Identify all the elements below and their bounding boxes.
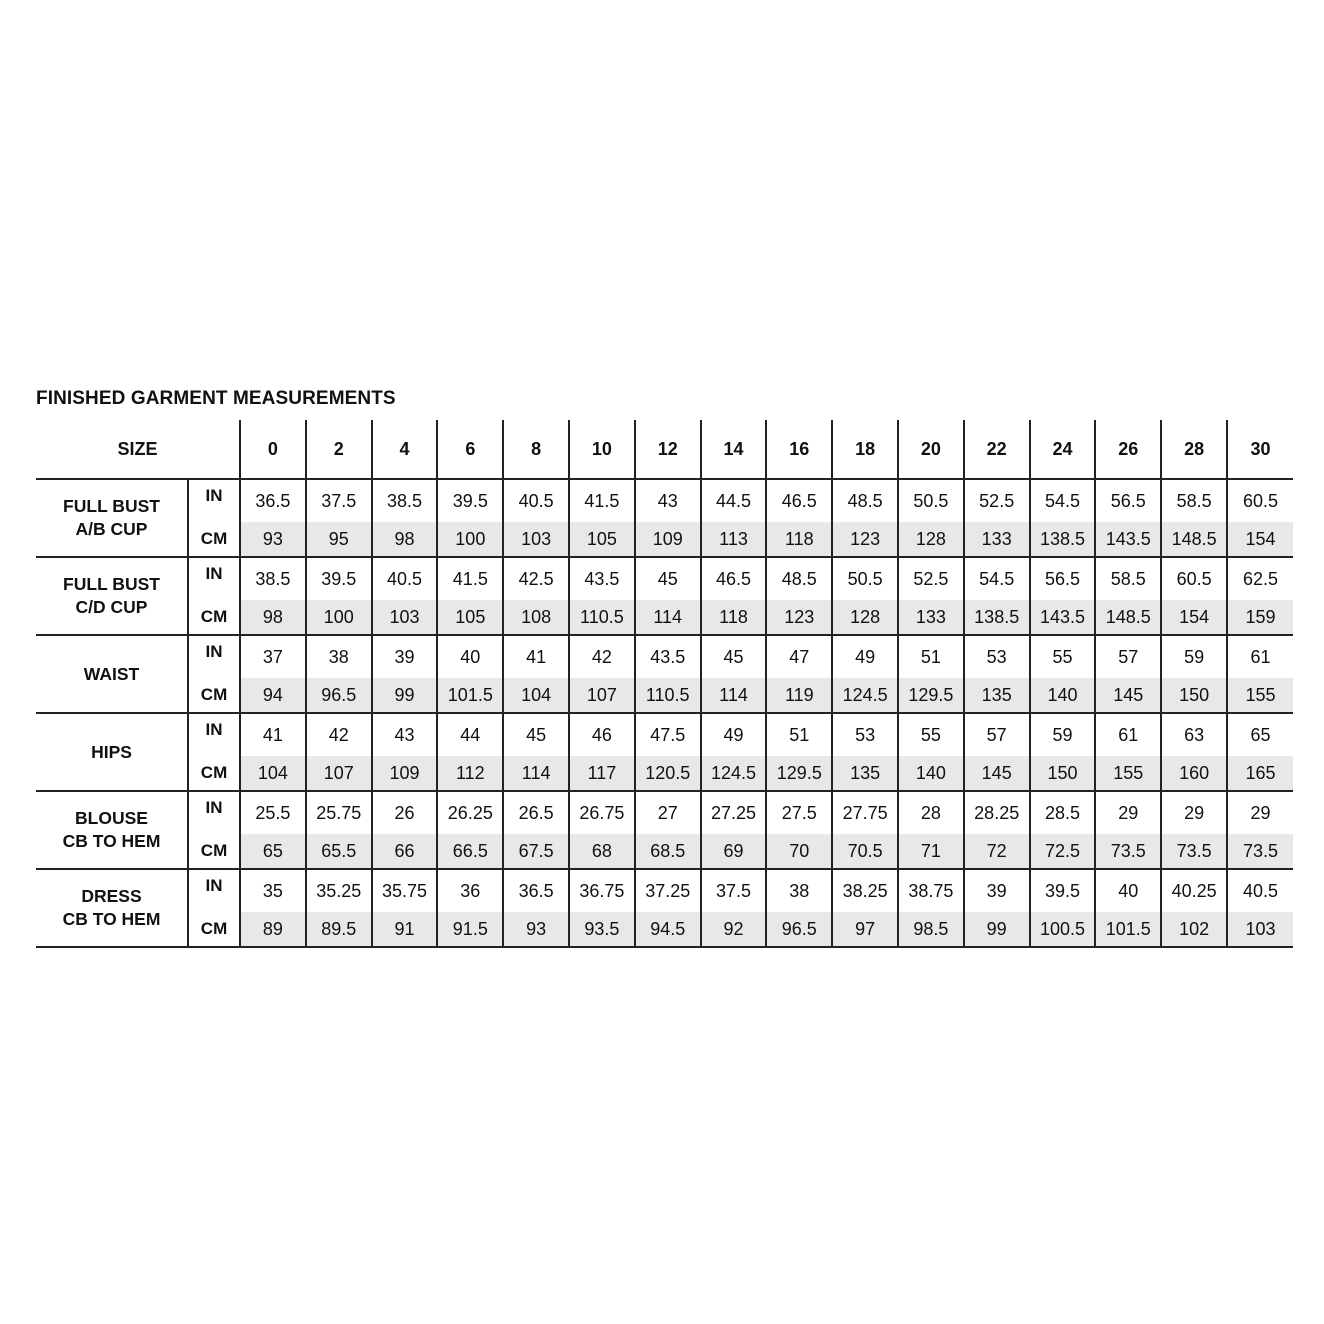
- value-cell-in: 26.5: [503, 791, 569, 834]
- value-cell-in: 49: [832, 635, 898, 678]
- value-cell-in: 43.5: [635, 635, 701, 678]
- value-cell-cm: 128: [832, 600, 898, 635]
- value-cell-in: 39: [372, 635, 438, 678]
- value-cell-cm: 159: [1227, 600, 1293, 635]
- unit-cm-label: CM: [188, 600, 240, 635]
- measurement-row-in: [36, 479, 1293, 522]
- value-cell-in: 36.5: [503, 869, 569, 912]
- value-cell-in: 40: [1095, 869, 1161, 912]
- size-header-cell: 4: [372, 420, 438, 479]
- value-cell-cm: 124.5: [832, 678, 898, 713]
- value-cell-cm: 101.5: [437, 678, 503, 713]
- value-cell-in: 42.5: [503, 557, 569, 600]
- value-cell-cm: 113: [701, 522, 767, 557]
- unit-cm-label: CM: [188, 834, 240, 869]
- value-cell-cm: 109: [635, 522, 701, 557]
- value-cell-in: 28.5: [1030, 791, 1096, 834]
- value-cell-cm: 72.5: [1030, 834, 1096, 869]
- value-cell-in: 36.75: [569, 869, 635, 912]
- measurement-label: [36, 479, 188, 557]
- value-cell-cm: 143.5: [1030, 600, 1096, 635]
- unit-in-label: IN: [188, 713, 240, 756]
- value-cell-cm: 98: [240, 600, 306, 635]
- header-row: [36, 420, 1293, 479]
- value-cell-cm: 133: [964, 522, 1030, 557]
- value-cell-cm: 145: [964, 756, 1030, 791]
- value-cell-cm: 140: [898, 756, 964, 791]
- value-cell-in: 41.5: [437, 557, 503, 600]
- value-cell-cm: 65: [240, 834, 306, 869]
- value-cell-cm: 89: [240, 912, 306, 947]
- value-cell-in: 38.25: [832, 869, 898, 912]
- size-header-cell: 18: [832, 420, 898, 479]
- measurement-label: [36, 791, 188, 869]
- value-cell-in: 25.75: [306, 791, 372, 834]
- size-header-cell: 6: [437, 420, 503, 479]
- size-header-cell: 10: [569, 420, 635, 479]
- value-cell-in: 36: [437, 869, 503, 912]
- value-cell-in: 35: [240, 869, 306, 912]
- value-cell-cm: 100.5: [1030, 912, 1096, 947]
- measurement-label-line1: FULL BUST: [63, 574, 160, 594]
- unit-in-label: IN: [188, 557, 240, 600]
- value-cell-cm: 103: [1227, 912, 1293, 947]
- measurement-row-cm: [36, 834, 1293, 869]
- value-cell-in: 29: [1250, 802, 1271, 823]
- unit-cm-label: CM: [188, 522, 240, 557]
- value-cell-cm: 66: [372, 834, 438, 869]
- value-cell-in: 29: [1161, 791, 1227, 834]
- value-cell-in: 39.5: [437, 479, 503, 522]
- value-cell-cm: 105: [437, 600, 503, 635]
- value-cell-cm: 73.5: [1095, 834, 1161, 869]
- value-cell-in: 44.5: [701, 479, 767, 522]
- value-cell-in: 40: [437, 635, 503, 678]
- value-cell-in: 44: [437, 713, 503, 756]
- value-cell-in: 43: [372, 713, 438, 756]
- value-cell-cm: 68.5: [635, 834, 701, 869]
- value-cell-cm: 103: [503, 522, 569, 557]
- measurement-label-line2: C/D CUP: [75, 597, 148, 617]
- measurement-row-cm: [36, 912, 1293, 947]
- value-cell-cm: 101.5: [1095, 912, 1161, 947]
- value-cell-cm: 66.5: [437, 834, 503, 869]
- measurement-label-line1: HIPS: [91, 741, 132, 762]
- value-cell-in: 38.5: [240, 557, 306, 600]
- value-cell-cm: 138.5: [964, 600, 1030, 635]
- value-cell-cm: 108: [503, 600, 569, 635]
- unit-in-label: IN: [188, 791, 240, 834]
- value-cell-cm: 160: [1161, 756, 1227, 791]
- value-cell-in: 28.25: [964, 791, 1030, 834]
- value-cell-in: 45: [503, 713, 569, 756]
- measurement-label-line2: A/B CUP: [75, 519, 148, 539]
- measurement-label: [36, 557, 188, 635]
- measurement-row-in: [36, 713, 1293, 756]
- value-cell-cm: 92: [701, 912, 767, 947]
- value-cell-cm: 143.5: [1095, 522, 1161, 557]
- value-cell-in: 58.5: [1095, 557, 1161, 600]
- measurement-row-in: [36, 635, 1293, 678]
- value-cell-in: 48.5: [832, 479, 898, 522]
- value-cell-in: 55: [898, 713, 964, 756]
- value-cell-in: 27.75: [832, 791, 898, 834]
- unit-cm-label: CM: [188, 678, 240, 713]
- measurement-label-line2: CB TO HEM: [62, 909, 161, 929]
- value-cell-cm: 109: [372, 756, 438, 791]
- value-cell-in: 25.5: [240, 791, 306, 834]
- value-cell-in: 46: [569, 713, 635, 756]
- value-cell-cm: 95: [306, 522, 372, 557]
- value-cell-in: 60.5: [1161, 557, 1227, 600]
- value-cell-in: 35.75: [372, 869, 438, 912]
- value-cell-cm: 123: [832, 522, 898, 557]
- value-cell-cm: 154: [1161, 600, 1227, 635]
- value-cell-cm: 97: [832, 912, 898, 947]
- value-cell-in: 27.25: [701, 791, 767, 834]
- value-cell-cm: 70.5: [832, 834, 898, 869]
- value-cell-cm: 100: [437, 522, 503, 557]
- measurement-label: [36, 713, 188, 791]
- measurement-label-line1: FULL BUST: [63, 496, 160, 516]
- value-cell-cm: 104: [240, 756, 306, 791]
- value-cell-cm: 112: [437, 756, 503, 791]
- unit-in-label: IN: [188, 635, 240, 678]
- value-cell-cm: 129.5: [898, 678, 964, 713]
- value-cell-in: 47.5: [635, 713, 701, 756]
- chart-title: FINISHED GARMENT MEASUREMENTS: [36, 388, 396, 409]
- measurement-row-cm: [36, 600, 1293, 635]
- value-cell-in: 39.5: [306, 557, 372, 600]
- value-cell-cm: 73.5: [1227, 834, 1293, 869]
- value-cell-cm: 71: [898, 834, 964, 869]
- value-cell-cm: 165: [1227, 756, 1293, 791]
- value-cell-in: 54.5: [964, 557, 1030, 600]
- value-cell-cm: 135: [832, 756, 898, 791]
- value-cell-in: 61: [1095, 713, 1161, 756]
- value-cell-in: 57: [1095, 635, 1161, 678]
- value-cell-cm: 114: [635, 600, 701, 635]
- measurement-label: [36, 869, 188, 947]
- unit-cm-label: CM: [188, 912, 240, 947]
- size-header-cell: 14: [701, 420, 767, 479]
- value-cell-cm: 94: [240, 678, 306, 713]
- value-cell-cm: 67.5: [503, 834, 569, 869]
- value-cell-cm: 110.5: [569, 600, 635, 635]
- value-cell-in: 27: [635, 791, 701, 834]
- value-cell-cm: 94.5: [635, 912, 701, 947]
- value-cell-cm: 89.5: [306, 912, 372, 947]
- value-cell-cm: 69: [701, 834, 767, 869]
- value-cell-in: 49: [701, 713, 767, 756]
- value-cell-cm: 91: [372, 912, 438, 947]
- size-header-cell: 16: [766, 420, 832, 479]
- value-cell-cm: 107: [569, 678, 635, 713]
- value-cell-cm: 96.5: [766, 912, 832, 947]
- value-cell-in: 59: [1030, 713, 1096, 756]
- unit-in-label: IN: [188, 479, 240, 522]
- value-cell-in: 46.5: [766, 479, 832, 522]
- value-cell-cm: 124.5: [701, 756, 767, 791]
- value-cell-in: 38.5: [372, 479, 438, 522]
- value-cell-in: 56.5: [1095, 479, 1161, 522]
- value-cell-in: 38.75: [898, 869, 964, 912]
- unit-in-label: IN: [188, 869, 240, 912]
- value-cell-in: 52.5: [964, 479, 1030, 522]
- measurement-label-line1: WAIST: [83, 663, 140, 684]
- size-header-cell: 30: [1227, 420, 1293, 479]
- value-cell-in: 59: [1161, 635, 1227, 678]
- value-cell-cm: 114: [503, 756, 569, 791]
- measurement-row-cm: [36, 678, 1293, 713]
- value-cell-cm: 154: [1227, 522, 1293, 557]
- measurement-row-in: [36, 869, 1293, 912]
- value-cell-cm: 118: [701, 600, 767, 635]
- value-cell-in: 41: [240, 713, 306, 756]
- value-cell-cm: 96.5: [306, 678, 372, 713]
- value-cell-in: 40.5: [1242, 880, 1279, 901]
- size-header-cell: 0: [240, 420, 306, 479]
- value-cell-cm: 117: [569, 756, 635, 791]
- value-cell-cm: 110.5: [635, 678, 701, 713]
- value-cell-in: 62.5: [1242, 568, 1279, 589]
- measurement-label-line1: DRESS: [81, 886, 142, 906]
- value-cell-in: 51: [898, 635, 964, 678]
- value-cell-cm: 65.5: [306, 834, 372, 869]
- value-cell-cm: 93: [240, 522, 306, 557]
- value-cell-in: 42: [569, 635, 635, 678]
- value-cell-in: 61: [1250, 646, 1271, 667]
- value-cell-cm: 148.5: [1095, 600, 1161, 635]
- size-header-cell: 20: [898, 420, 964, 479]
- value-cell-in: 36.5: [240, 479, 306, 522]
- measurement-row-in: [36, 791, 1293, 834]
- value-cell-in: 53: [964, 635, 1030, 678]
- value-cell-in: 26.75: [569, 791, 635, 834]
- value-cell-in: 28: [898, 791, 964, 834]
- value-cell-cm: 123: [766, 600, 832, 635]
- value-cell-cm: 119: [766, 678, 832, 713]
- value-cell-cm: 102: [1161, 912, 1227, 947]
- value-cell-cm: 99: [372, 678, 438, 713]
- value-cell-in: 40.5: [372, 557, 438, 600]
- value-cell-in: 63: [1161, 713, 1227, 756]
- value-cell-cm: 103: [372, 600, 438, 635]
- value-cell-in: 47: [766, 635, 832, 678]
- value-cell-cm: 99: [964, 912, 1030, 947]
- value-cell-in: 35.25: [306, 869, 372, 912]
- value-cell-cm: 145: [1095, 678, 1161, 713]
- value-cell-in: 55: [1030, 635, 1096, 678]
- value-cell-in: 52.5: [898, 557, 964, 600]
- value-cell-cm: 93: [503, 912, 569, 947]
- value-cell-in: 57: [964, 713, 1030, 756]
- value-cell-in: 37.5: [701, 869, 767, 912]
- size-header-cell: 12: [635, 420, 701, 479]
- value-cell-in: 42: [306, 713, 372, 756]
- value-cell-in: 37.25: [635, 869, 701, 912]
- value-cell-cm: 150: [1161, 678, 1227, 713]
- value-cell-cm: 128: [898, 522, 964, 557]
- measurement-label-line2: CB TO HEM: [62, 831, 161, 851]
- value-cell-in: 38: [766, 869, 832, 912]
- value-cell-in: 43: [635, 479, 701, 522]
- size-header-cell: 8: [503, 420, 569, 479]
- value-cell-in: 50.5: [898, 479, 964, 522]
- value-cell-cm: 104: [503, 678, 569, 713]
- value-cell-cm: 135: [964, 678, 1030, 713]
- value-cell-cm: 91.5: [437, 912, 503, 947]
- value-cell-in: 39: [964, 869, 1030, 912]
- value-cell-in: 45: [635, 557, 701, 600]
- value-cell-cm: 148.5: [1161, 522, 1227, 557]
- value-cell-in: 48.5: [766, 557, 832, 600]
- value-cell-in: 46.5: [701, 557, 767, 600]
- value-cell-in: 37.5: [306, 479, 372, 522]
- value-cell-cm: 70: [766, 834, 832, 869]
- unit-cm-label: CM: [188, 756, 240, 791]
- value-cell-cm: 72: [964, 834, 1030, 869]
- value-cell-cm: 155: [1095, 756, 1161, 791]
- size-header-cell: 28: [1161, 420, 1227, 479]
- value-cell-cm: 100: [306, 600, 372, 635]
- value-cell-cm: 73.5: [1161, 834, 1227, 869]
- value-cell-in: 56.5: [1030, 557, 1096, 600]
- value-cell-cm: 93.5: [569, 912, 635, 947]
- value-cell-in: 54.5: [1030, 479, 1096, 522]
- measurement-row-in: [36, 557, 1293, 600]
- value-cell-in: 29: [1095, 791, 1161, 834]
- value-cell-in: 37: [240, 635, 306, 678]
- value-cell-in: 65: [1250, 724, 1271, 745]
- value-cell-in: 51: [766, 713, 832, 756]
- value-cell-in: 60.5: [1242, 490, 1279, 511]
- value-cell-in: 27.5: [766, 791, 832, 834]
- value-cell-in: 58.5: [1161, 479, 1227, 522]
- value-cell-in: 41.5: [569, 479, 635, 522]
- measurement-row-cm: [36, 756, 1293, 791]
- value-cell-cm: 114: [701, 678, 767, 713]
- value-cell-in: 39.5: [1030, 869, 1096, 912]
- value-cell-cm: 150: [1030, 756, 1096, 791]
- value-cell-cm: 98: [372, 522, 438, 557]
- value-cell-cm: 107: [306, 756, 372, 791]
- value-cell-cm: 105: [569, 522, 635, 557]
- value-cell-cm: 68: [569, 834, 635, 869]
- size-header-cell: 26: [1095, 420, 1161, 479]
- value-cell-cm: 140: [1030, 678, 1096, 713]
- value-cell-cm: 129.5: [766, 756, 832, 791]
- value-cell-in: 41: [503, 635, 569, 678]
- size-header: SIZE: [36, 420, 240, 479]
- value-cell-cm: 98.5: [898, 912, 964, 947]
- measurement-row-cm: [36, 522, 1293, 557]
- measurement-label: [36, 635, 188, 713]
- value-cell-in: 26.25: [437, 791, 503, 834]
- value-cell-in: 40.5: [503, 479, 569, 522]
- value-cell-in: 45: [701, 635, 767, 678]
- value-cell-in: 50.5: [832, 557, 898, 600]
- value-cell-in: 38: [306, 635, 372, 678]
- value-cell-cm: 138.5: [1030, 522, 1096, 557]
- measurements-table: [36, 420, 1293, 948]
- value-cell-in: 53: [832, 713, 898, 756]
- value-cell-in: 43.5: [569, 557, 635, 600]
- value-cell-cm: 120.5: [635, 756, 701, 791]
- value-cell-cm: 155: [1227, 678, 1293, 713]
- size-header-cell: 22: [964, 420, 1030, 479]
- value-cell-in: 40.25: [1161, 869, 1227, 912]
- size-header-cell: 24: [1030, 420, 1096, 479]
- size-header-cell: 2: [306, 420, 372, 479]
- table-body: [36, 479, 1293, 947]
- measurement-label-line1: BLOUSE: [75, 808, 148, 828]
- value-cell-cm: 133: [898, 600, 964, 635]
- value-cell-in: 26: [372, 791, 438, 834]
- value-cell-cm: 118: [766, 522, 832, 557]
